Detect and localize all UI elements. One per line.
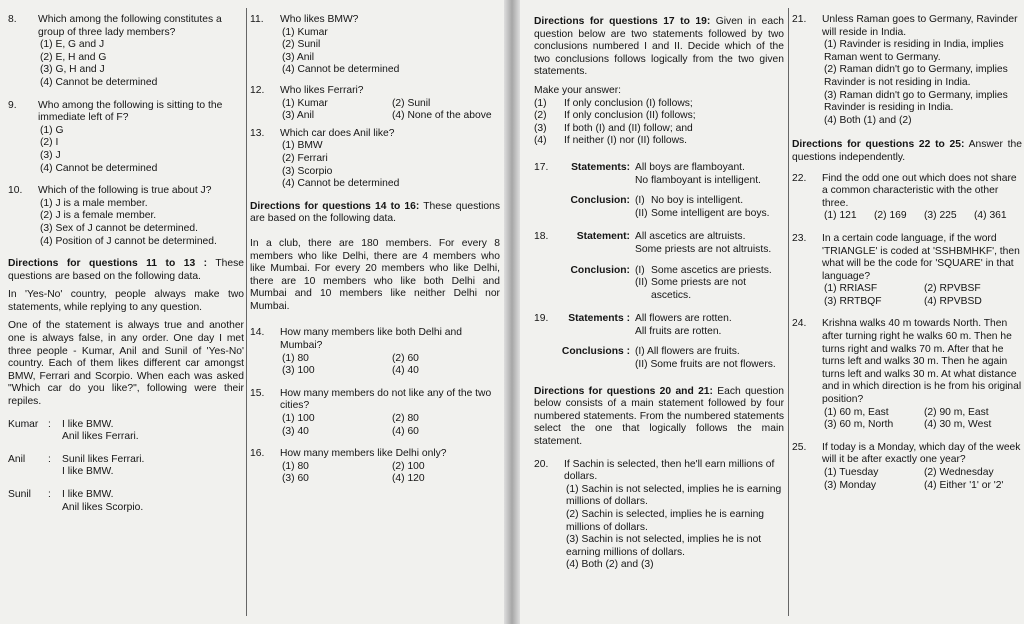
option: (1) Kumar [282, 26, 328, 38]
option: (2) 60 [392, 352, 419, 364]
option: (2) Ferrari [282, 152, 328, 164]
option: (2) Sachin is selected, implies he is earning millions of dollars. [566, 509, 765, 533]
option: (3) G, H and J [40, 64, 105, 76]
option: (1) Ravinder is residing in India, implies Raman went to Germany. [824, 39, 1004, 63]
reply-kumar: Kumar : I like BMW. Anil likes Ferrari. [8, 418, 139, 443]
question-text: Which among the following constitutes a group of three lady members? [38, 14, 222, 38]
option: (4) 120 [392, 473, 425, 485]
question-15: 15. How many members do not like any of the two cities? (1) 100 (2) 80 (3) 40 (4) 60 [250, 388, 500, 438]
question-text: Who among the following is sitting to the immediate left of F? [38, 99, 223, 124]
option: (4) Position of J cannot be determined. [40, 235, 217, 247]
left-column-1 [8, 0, 244, 624]
option: (1) Kumar [282, 97, 328, 109]
option: (3) 225 [924, 210, 957, 222]
question-text: In a certain code language, if the word 'TRIANGLE' is coded at 'SSHBMHKF', then what will be the code for 'SQUARE' in that language? [822, 232, 1020, 282]
option: (1) J is a male member. [40, 197, 148, 209]
option: (3) 60 [282, 473, 309, 485]
column-rule [246, 8, 247, 616]
reply-anil: Anil : Sunil likes Ferrari. I like BMW. [8, 453, 145, 478]
right-page [520, 0, 1024, 624]
option: (4) Cannot be determined [282, 178, 400, 190]
question-text: Unless Raman goes to Germany, Ravinder will reside in India. [822, 14, 1018, 38]
left-page [0, 0, 504, 624]
answer-key-item: (2) If only conclusion (II) follows; [534, 110, 696, 122]
question-23: 23. In a certain code language, if the word 'TRIANGLE' is coded at 'SSHBMHKF', then what will be the code for 'SQUARE' in that language? (1) RRIASF (2) RPVBSF (3) RRTBQF (4) RPVBSD [792, 233, 1022, 309]
option: (3) 60 m, North [824, 419, 894, 431]
option: (1) 80 [282, 352, 309, 364]
option: (2) E, H and G [40, 51, 107, 63]
option: (4) Both (1) and (2) [824, 114, 912, 126]
book-gutter [504, 0, 520, 624]
question-18: 18. Statement: All ascetics are altruists. Some priests are not altruists. Conclusion: (I) Some ascetics are priests. (II) Some priests are not ascetics. [534, 231, 772, 301]
option: (2) Sunil [282, 39, 321, 51]
question-text: Which of the following is true about J? [38, 185, 212, 197]
question-text: Krishna walks 40 m towards North. Then after turning right he walks 60 m. Then he turns right and walks 70 m. After that he turns left and walks 30 m. Then he again turns left and walks 30 m. At what distance and in which direction is he from his original position? [822, 318, 1022, 406]
option: (1) 100 [282, 413, 315, 425]
question-24: 24. Krishna walks 40 m towards North. Then after turning right he walks 60 m. Then he turns right and walks 70 m. After that he turns left and walks 30 m. Then he again turns left and walks 30 m. At what distance and in which direction is he from his original position? (1) 60 m, East (2) 90 m, East (3) 60 m, North (4) 30 m, West [792, 318, 1022, 431]
reply-sunil: Sunil : I like BMW. Anil likes Scorpio. [8, 489, 144, 513]
option: (1) E, G and J [40, 39, 105, 51]
option: (3) Sachin is not selected, implies he is not earning millions of dollars. [566, 534, 762, 558]
directions-20-21: Directions for questions 20 and 21: Each question below consists of a main statement followed by four numbered statements. From the numbered statements select the one that logically follows the main statement. [534, 385, 784, 448]
option: (3) 100 [282, 365, 315, 377]
option: (4) Cannot be determined [40, 76, 158, 88]
question-22: 22. Find the odd one out which does not share a common characteristic with the other three. (1) 121 (2) 169 (3) 225 (4) 361 [792, 173, 1022, 223]
directions-14-16: Directions for questions 14 to 16: These questions are based on the following data. [250, 200, 500, 225]
option: (3) Anil [282, 51, 315, 63]
paragraph: In a club, there are 180 members. For every 8 members who like Delhi, there are 4 members who like Mumbai. For every 20 members who like Delhi, there are 10 members who like both Delhi and Mumbai and 10 members like neither Delhi nor Mumbai. [250, 237, 500, 312]
question-text: Find the odd one out which does not share a common characteristic with the other three. [822, 172, 1017, 209]
option: (3) Monday [824, 479, 877, 491]
question-text: How many members like both Delhi and Mumbai? [280, 327, 462, 352]
question-text: Which car does Anil like? [280, 127, 395, 139]
right-column-1 [534, 0, 784, 624]
paragraph: One of the statement is always true and another one is always false, in any order. One day I met three people - Kumar, Anil and Sunil of 'Yes-No' country. Each of them likes different car amongst BMW, Ferrari and Scorpio. When each was asked "Which car do you like?", following were their repiles. [8, 320, 244, 408]
question-text: If today is a Monday, which day of the week will it be after exactly one year? [822, 441, 1021, 466]
option: (4) Both (2) and (3) [566, 559, 654, 571]
option: (3) RRTBQF [824, 295, 882, 307]
option: (4) RPVBSD [924, 295, 982, 307]
option: (3) Anil [282, 110, 315, 122]
question-text: How many members like Delhi only? [280, 448, 447, 460]
directions-17-19: Directions for questions 17 to 19: Given in each question below are two statements followed by two conclusions numbered I and II. Decide which of the two conclusions follows logically from the two given statements. [534, 16, 784, 78]
option: (1) G [40, 124, 64, 136]
option: (2) 169 [874, 210, 907, 222]
question-12: 12. Who likes Ferrari? (1) Kumar (2) Sunil (3) Anil (4) None of the above [250, 85, 500, 123]
option: (1) Sachin is not selected, implies he is earning millions of dollars. [566, 483, 782, 508]
directions-22-25: Directions for questions 22 to 25: Answer the questions independently. [792, 139, 1022, 163]
question-16: 16. How many members like Delhi only? (1) 80 (2) 100 (3) 60 (4) 120 [250, 448, 500, 486]
option: (4) Either '1' or '2' [924, 479, 1004, 491]
option: (2) J is a female member. [40, 210, 157, 222]
option: (1) 60 m, East [824, 406, 889, 418]
paragraph: In 'Yes-No' country, people always make two statements, while replying to any question. [8, 289, 244, 313]
option: (2) RPVBSF [924, 283, 981, 295]
question-13: 13. Which car does Anil like? (1) BMW (2) Ferrari (3) Scorpio (4) Cannot be determined [250, 128, 500, 191]
option: (2) Raman didn't go to Germany, implies Ravinder is not residing in India. [824, 64, 1008, 88]
option: (4) 40 [392, 365, 419, 377]
option: (2) 80 [392, 413, 419, 425]
question-17: 17. Statements: All boys are flamboyant. No flamboyant is intelligent. Conclusion: (I) No boy is intelligent. (II) Some intelligent are boys. [534, 161, 770, 219]
question-14: 14. How many members like both Delhi and Mumbai? (1) 80 (2) 60 (3) 100 (4) 40 [250, 327, 500, 377]
option: (1) BMW [282, 140, 323, 152]
option: (4) Cannot be determined [40, 162, 158, 174]
option: (4) None of the above [392, 110, 492, 122]
question-19: 19. Statements : All flowers are rotten. All fruits are rotten. Conclusions : (I) All flowers are fruits. (II) Some fruits are not flowers. [534, 313, 776, 371]
question-10: 10. Which of the following is true about J? (1) J is a male member. (2) J is a female member. (3) Sex of J cannot be determined. (4) Position of J cannot be determined. [8, 185, 244, 248]
question-11: 11. Who likes BMW? (1) Kumar (2) Sunil (3) Anil (4) Cannot be determined [250, 14, 500, 77]
question-text: How many members do not like any of the two cities? [280, 387, 492, 412]
question-9: 9. Who among the following is sitting to the immediate left of F? (1) G (2) I (3) J (4) Cannot be determined [8, 100, 244, 176]
option: (2) 100 [392, 460, 425, 472]
option: (2) 90 m, East [924, 406, 989, 418]
option: (2) Sunil [392, 97, 431, 109]
option: (3) J [40, 149, 61, 161]
question-text: Who likes Ferrari? [280, 84, 364, 96]
answer-key-item: (4) If neither (I) nor (II) follows. [534, 135, 688, 147]
answer-key-item: (3) If both (I) and (II) follow; and [534, 122, 693, 134]
question-25: 25. If today is a Monday, which day of the week will it be after exactly one year? (1) Tuesday (2) Wednesday (3) Monday (4) Either '1' or '2' [792, 441, 1021, 491]
option: (4) Cannot be determined [282, 64, 400, 76]
option: (2) Wednesday [924, 467, 994, 478]
question-8: 8. Which among the following constitutes a group of three lady members? (1) E, G and J (2) E, H and G (3) G, H and J (4) Cannot be determined [8, 14, 244, 90]
option: (1) 80 [282, 460, 309, 472]
option: (2) I [40, 137, 59, 149]
left-column-2 [250, 0, 500, 624]
right-column-2 [792, 0, 1022, 624]
question-text: Who likes BMW? [280, 14, 359, 25]
option: (3) Scorpio [282, 165, 333, 177]
column-rule [788, 8, 789, 616]
answer-key-item: (1) If only conclusion (I) follows; [534, 97, 693, 109]
option: (3) Sex of J cannot be determined. [40, 222, 198, 234]
directions-11-13: Directions for questions 11 to 13 : These questions are based on the following data. [8, 258, 245, 282]
question-21: 21. Unless Raman goes to Germany, Ravinder will reside in India. (1) Ravinder is residing in India, implies Raman went to Germany. (2) Raman didn't go to Germany, implies Ravinder is not residing in India. (3) Raman didn't go to Germany, implies Ravinder is residing in India. (4) Both (1) and (2) [792, 14, 1022, 127]
question-text: If Sachin is selected, then he'll earn millions of dollars. [564, 458, 775, 483]
option: (4) 60 [392, 425, 419, 437]
option: (4) 30 m, West [924, 419, 992, 431]
option: (1) 121 [824, 210, 857, 222]
option: (3) Raman didn't go to Germany, implies Ravinder is residing in India. [824, 89, 1008, 114]
option: (3) 40 [282, 425, 309, 437]
option: (1) Tuesday [824, 467, 879, 478]
option: (1) RRIASF [824, 283, 878, 295]
option: (4) 361 [974, 210, 1007, 222]
answer-key-heading: Make your answer: [534, 84, 621, 96]
question-20: 20. If Sachin is selected, then he'll earn millions of dollars. (1) Sachin is not selected, implies he is earning millions of dollars. (2) Sachin is selected, implies he is earning millions of dollars. (3) Sachin is not selected, implies he is not earning millions of dollars. (4) Both (2) and (3) [534, 459, 784, 572]
